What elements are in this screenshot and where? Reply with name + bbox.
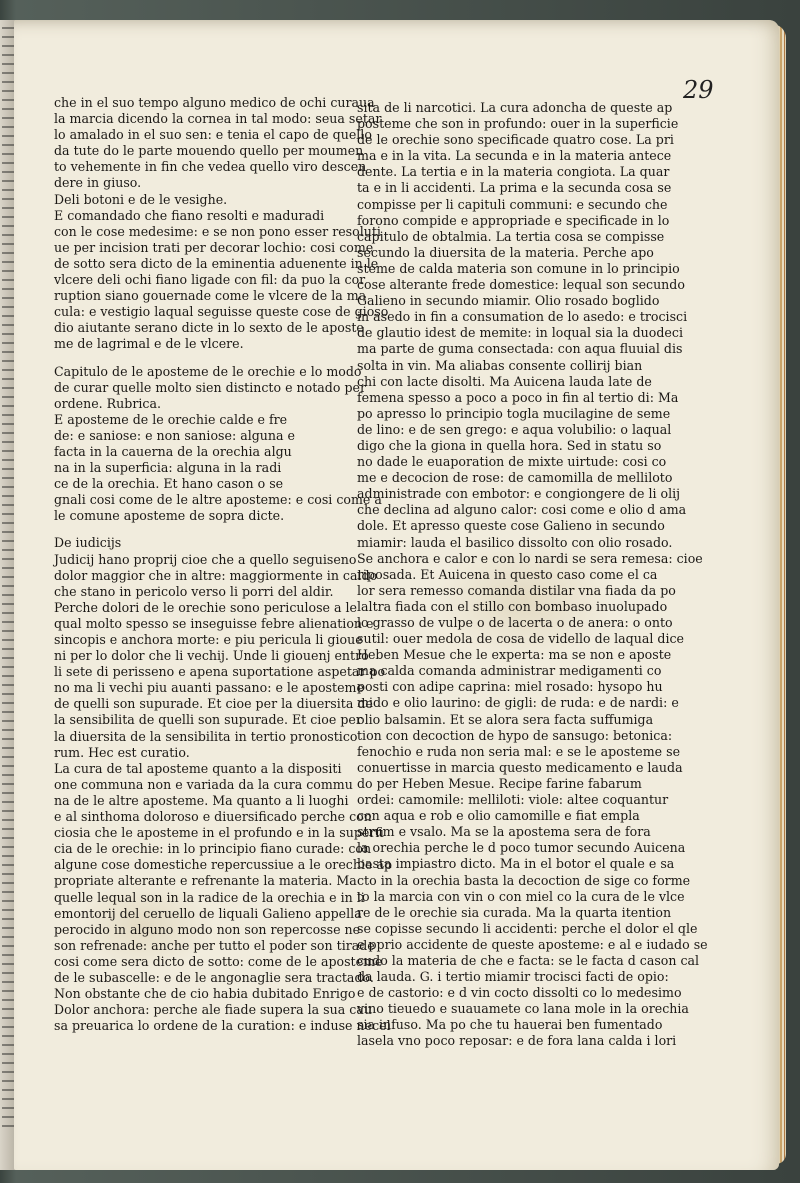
- text-line: do per Heben Mesue. Recipe farine fabarum: [357, 775, 642, 791]
- text-line: da tute do le parte mouendo quello per moumen: [54, 143, 364, 159]
- text-line: ta e in li accidenti. La prima e la secunda cosa se: [357, 180, 672, 196]
- text-line: dio aiutante serano dicte in lo sexto de le aposte: [54, 320, 364, 336]
- text-line: de curar quelle molto sien distincto e notado per: [54, 379, 366, 395]
- text-line: lo grasso de vulpe o de lacerta o de anera: o onto: [357, 615, 673, 630]
- folio-number: 29: [683, 76, 714, 104]
- text-line: basta impiastro dicto. Ma in el botor el quale e sa: [357, 856, 675, 872]
- text-line: me e decocion de rose: de camomilla de melliloto: [357, 470, 673, 486]
- text-line: lasela vno poco reposar: e de fora lana calda i lori: [357, 1033, 677, 1049]
- text-line: propriate alterante e refrenante la materia. Ma: [54, 873, 357, 889]
- text-line: dere in giuso.: [54, 175, 142, 191]
- paragraph-gap: [54, 353, 336, 364]
- text-line: to la marcia con vin o con miel co la cura de le vlce: [357, 888, 685, 904]
- text-line: posti con adipe caprina: miel rosado: hysopo hu: [357, 679, 663, 695]
- text-line: na in la superficia: alguna in la radi: [54, 460, 282, 476]
- text-line: ordei: camomile: melliloti: viole: altee coquantur: [357, 792, 669, 808]
- text-line: Heben Mesue che le experta: ma se non e aposte: [357, 647, 672, 663]
- text-line: quelle lequal son in la radice de la orechia e in li: [54, 889, 365, 905]
- text-line: lor sera remesso comanda distilar vna fiada da po: [357, 582, 676, 598]
- text-line: to vehemente in fin che vedea quello viro descen: [54, 159, 367, 175]
- text-line: Galieno in secundo miamir. Olio rosado boglido: [357, 293, 660, 309]
- paragraph-gap: [54, 524, 336, 535]
- text-line: no dade le euaporation de mixte uirtude: cosi co: [357, 454, 667, 470]
- text-line: la diuersita de la sensibilita in tertio pronostico: [54, 728, 358, 744]
- text-line: ma parte de guma consectada: con aqua fluuial dis: [357, 341, 683, 357]
- text-line: ni per lo dolor che li vechij. Unde li giouenj entro: [54, 648, 369, 664]
- text-line: de: e saniose: e non saniose: alguna e: [54, 427, 295, 443]
- text-line: dente. La tertia e in la materia congiota. La quar: [357, 164, 670, 180]
- text-line: rum. Hec est curatio.: [54, 744, 190, 760]
- text-line: ce de la orechia. Et hano cason o se: [54, 476, 284, 492]
- text-line: e pprio accidente de queste aposteme: e al e iudado se: [357, 936, 708, 952]
- text-line: con le cose medesime: e se non pono esser resoluti: [54, 223, 381, 239]
- text-line: la orechia perche le d poco tumor secundo Auicena: [357, 840, 686, 856]
- text-line: E comandado che fiano resolti e maduradi: [54, 207, 325, 223]
- text-line: capitulo de obtalmia. La tertia cosa se compisse: [357, 228, 665, 244]
- text-line: in asedo in fin a consumation de lo asedo: e trocisci: [357, 309, 688, 325]
- text-line: sita de li narcotici. La cura adoncha de queste ap: [357, 100, 673, 115]
- text-line: li sete di perisseno e apena suportatione aspetar po: [54, 664, 386, 680]
- text-line: secundo la diuersita de la materia. Perche apo: [357, 244, 654, 260]
- right-text-column: [357, 100, 708, 1050]
- text-line: da lauda. G. i tertio miamir trocisci facti de opio:: [357, 969, 669, 985]
- text-line: qual molto spesso se inseguisse febre alienation e: [54, 615, 374, 631]
- text-line: femena spesso a poco a poco in fin al tertio di: Ma: [357, 389, 679, 405]
- text-line: Deli botoni e de le vesighe.: [54, 191, 228, 207]
- text-line: de lino: e de sen grego: e aqua volubilio: o laqual: [357, 421, 672, 437]
- text-line: fenochio e ruda non seria mal: e se le aposteme se: [357, 743, 681, 759]
- text-line: compisse per li capituli communi: e secundo che: [357, 196, 668, 212]
- text-line: de le subascelle: e de le angonaglie sera tractado.: [54, 969, 374, 985]
- text-line: ordene. Rubrica.: [54, 395, 161, 411]
- text-line: dolor maggior che in altre: maggiormente in caldo: [54, 567, 378, 583]
- text-line: le comune aposteme de sopra dicte.: [54, 508, 285, 524]
- text-line: steme de calda materia son comune in lo principio: [357, 260, 680, 276]
- text-line: Capitulo de le aposteme de le orechie e lo modo: [54, 363, 362, 379]
- text-line: cosi come sera dicto de sotto: come de le aposteme: [54, 953, 383, 969]
- text-line: con aqua e rob e olio camomille e fiat empla: [357, 808, 640, 824]
- text-line: De iudicijs: [54, 535, 122, 551]
- text-line: vino tieuedo e suauamete co lana mole in la orechia: [357, 1001, 689, 1017]
- text-line: cose alterante frede domestice: lequal son secundo: [357, 277, 685, 293]
- text-line: de glautio idest de memite: in loqual sia la duodeci: [357, 325, 683, 341]
- text-line: de sotto sera dicto de la eminentia aduenente in le: [54, 255, 379, 271]
- text-line: po apresso lo principio togla mucilagine de seme: [357, 405, 671, 421]
- text-line: riposada. Et Auicena in questo caso come el ca: [357, 566, 658, 582]
- text-line: Se anchora e calor e con lo nardi se sera remesa: cioe: [357, 550, 703, 566]
- text-line: che stano in pericolo verso li porri del aldir.: [54, 583, 334, 599]
- text-line: e al sinthoma doloroso e diuersificado perche con: [54, 809, 372, 825]
- text-line: cula: e vestigio laqual seguisse queste cose de gioso: [54, 304, 389, 320]
- text-line: me de lagrimal e de le vlcere.: [54, 336, 244, 352]
- text-line: tion con decoction de hypo de sansugo: betonica:: [357, 727, 673, 743]
- text-line: re de le orechie sia curada. Ma la quarta itention: [357, 904, 672, 920]
- text-line: sincopis e anchora morte: e piu pericula li gioue: [54, 632, 363, 647]
- text-line: laltra fiada con el stillo con bombaso inuolupado: [357, 598, 668, 614]
- text-line: one communa non e variada da la cura commu: [54, 776, 353, 792]
- text-line: cia de le orechie: in lo principio fiano curade: con: [54, 841, 372, 857]
- text-line: e de castorio: e d vin cocto dissolti co lo medesimo: [357, 985, 682, 1001]
- text-line: se copisse secundo li accidenti: perche el dolor el qle: [357, 920, 698, 936]
- text-line: lo amalado in el suo sen: e tenia el capo de quello: [54, 127, 372, 143]
- text-line: dole. Et apresso queste cose Galieno in secundo: [357, 518, 665, 534]
- text-line: sutil: ouer medola de cosa de vidello de laqual dice: [357, 631, 684, 647]
- text-line: de quelli son supurade. Et cioe per la diuersita de: [54, 696, 373, 712]
- text-line: strum e vsalo. Ma se la apostema sera de fora: [357, 824, 651, 840]
- text-line: forono compide e appropriade e specificade in lo: [357, 212, 670, 228]
- text-line: de le orechie sono specificade quatro cose. La pri: [357, 132, 674, 148]
- text-line: facta in la cauerna de la orechia algu: [54, 443, 292, 459]
- text-line: vlcere deli ochi fiano ligade con fil: da puo la cor: [54, 272, 366, 288]
- text-line: solta in vin. Ma aliabas consente collirij bian: [357, 357, 643, 373]
- text-line: miamir: lauda el basilico dissolto con olio rosado.: [357, 534, 673, 550]
- text-line: gnali cosi come de le altre aposteme: e cosi come a: [54, 492, 382, 508]
- text-line: che in el suo tempo alguno medico de ochi curaua: [54, 95, 375, 110]
- text-line: ma e in la vita. La secunda e in la materia antece: [357, 148, 672, 164]
- text-line: no ma li vechi piu auanti passano: e le aposteme: [54, 680, 364, 696]
- text-line: Dolor anchora: perche ale fiade supera la sua cau: [54, 1002, 372, 1018]
- text-line: Non obstante che de cio habia dubitado Enrigo: [54, 986, 356, 1002]
- text-line: La cura de tal aposteme quanto a la dispositi: [54, 760, 342, 776]
- text-line: na de le altre aposteme. Ma quanto a li luoghi: [54, 792, 349, 808]
- text-line: son refrenade: anche per tutto el poder son tirade: [54, 937, 375, 953]
- text-line: ue per incision trati per decorar lochio: cosi come: [54, 239, 374, 255]
- left-text-column: [54, 95, 393, 1034]
- text-line: emontorij del ceruello de liquali Galieno appella: [54, 905, 362, 921]
- text-line: conuertisse in marcia questo medicamento e lauda: [357, 759, 683, 775]
- text-line: Judicij hano proprij cioe che a quello seguiseno: [54, 551, 357, 567]
- text-line: E aposteme de le orechie calde e fre: [54, 411, 288, 427]
- text-line: chi con lacte disolti. Ma Auicena lauda late de: [357, 373, 652, 389]
- text-line: digo che la giona in quella hora. Sed in statu so: [357, 437, 662, 453]
- text-line: perocido in alguno modo non son repercosse ne: [54, 921, 361, 937]
- text-line: ciosia che le aposteme in el profundo e in la superfi: [54, 825, 384, 841]
- text-line: algune cose domestiche repercussiue a le orechie ap: [54, 857, 393, 873]
- text-line: ma calda comanda administrar medigamenti co: [357, 663, 662, 679]
- text-line: che declina ad alguno calor: cosi come e olio d ama: [357, 502, 687, 518]
- text-line: ruption siano gouernade come le vlcere de la ma: [54, 288, 367, 304]
- text-line: mido e olio laurino: de gigli: de ruda: e de nardi: e: [357, 695, 679, 711]
- text-line: posteme che son in profundo: ouer in la superficie: [357, 116, 679, 132]
- text-line: cto in la orechia basta la decoction de sige co forme: [357, 872, 691, 888]
- text-line: la marcia dicendo la cornea in tal modo: seua setar: [54, 111, 382, 127]
- text-line: olio balsamin. Et se alora sera facta suffumiga: [357, 711, 654, 727]
- text-line: sa preuarica lo ordene de la curation: e induse necel: [54, 1018, 391, 1034]
- text-line: administrade con embotor: e congiongere de li olij: [357, 486, 681, 502]
- text-line: la sensibilita de quelli son supurade. Et cioe per: [54, 712, 362, 728]
- text-line: sia infuso. Ma po che tu hauerai ben fumentado: [357, 1017, 663, 1033]
- text-line: Perche dolori de le orechie sono periculose a le: [54, 599, 357, 615]
- text-line: cudo la materia de che e facta: se le facta d cason cal: [357, 952, 700, 968]
